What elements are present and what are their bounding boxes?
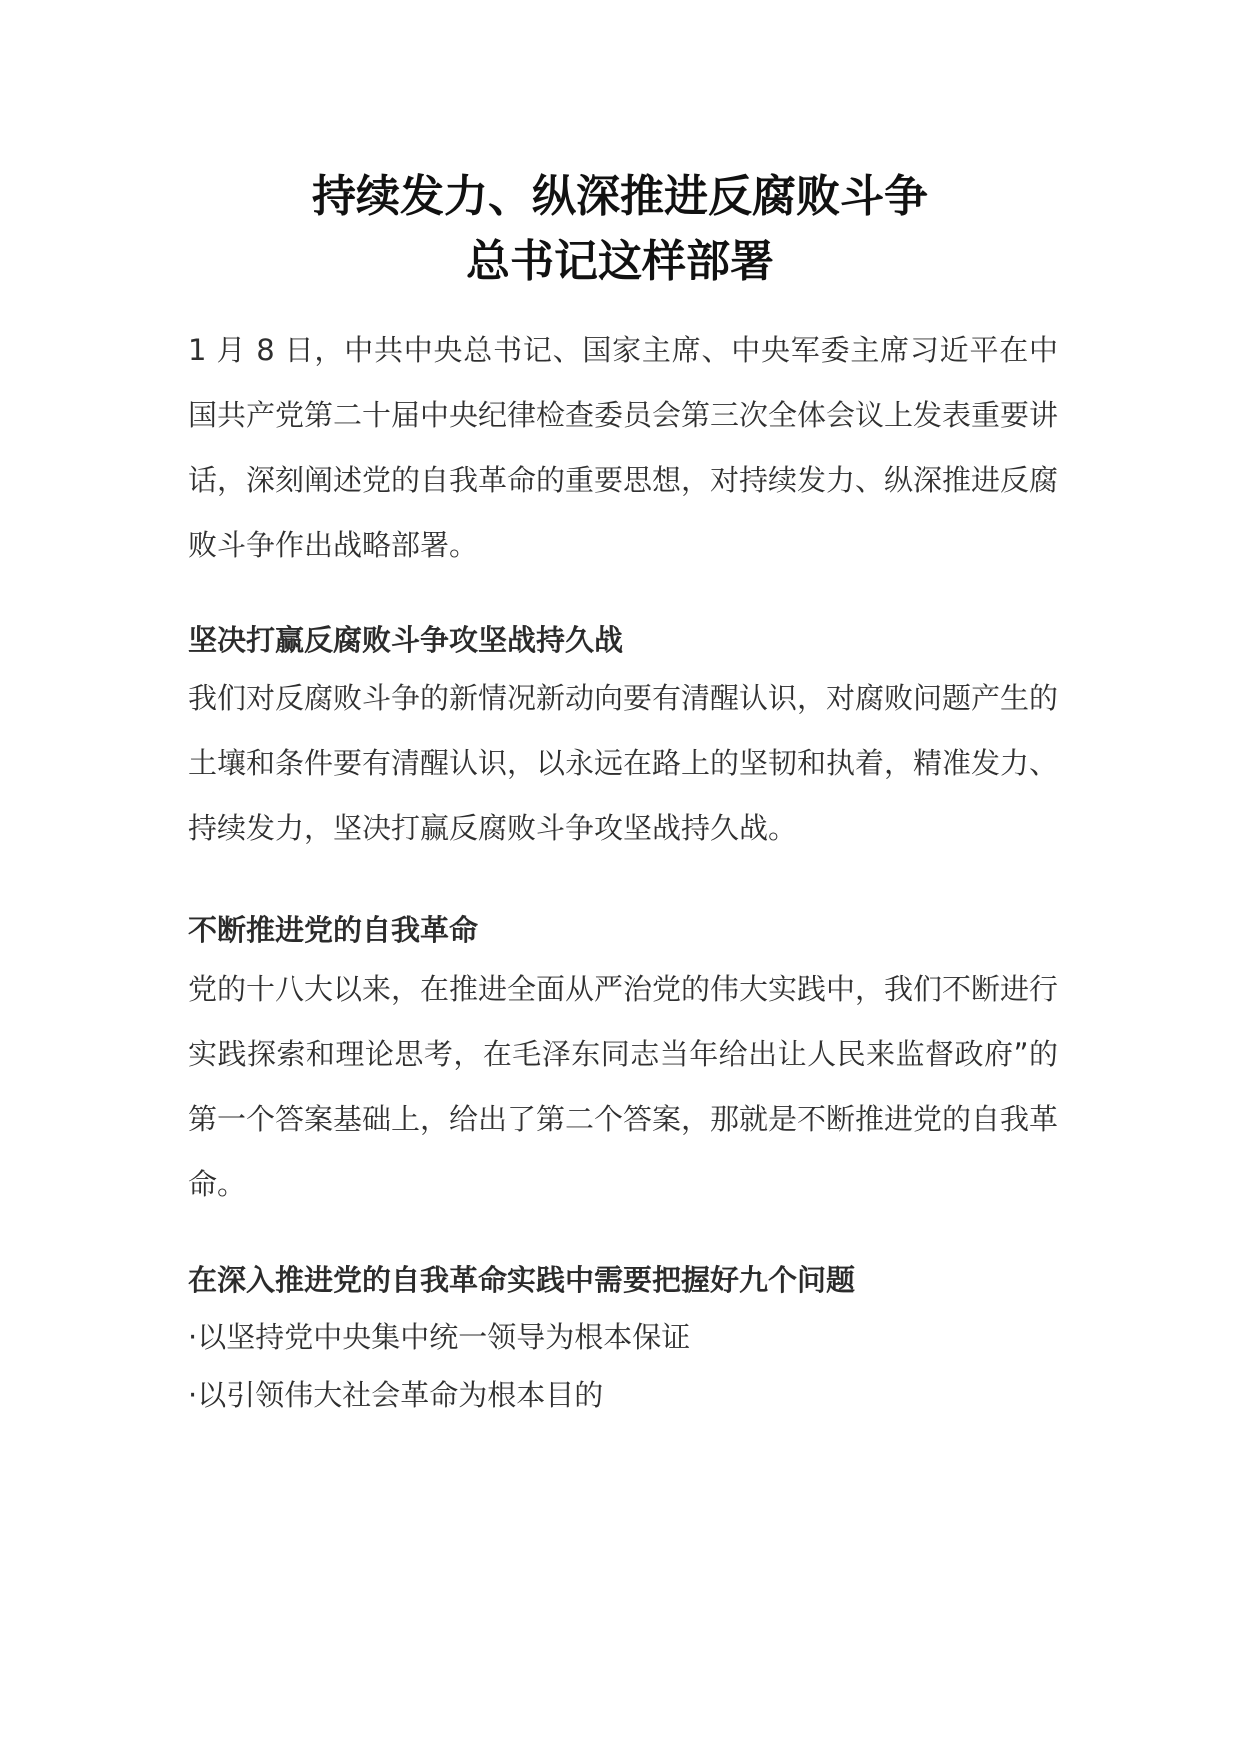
list-item: ·以引领伟大社会革命为根本目的 — [188, 1378, 604, 1412]
document-title-line-2: 总书记这样部署 — [466, 236, 774, 287]
section-heading-2: 不断推进党的自我革命 — [188, 913, 479, 947]
section-body-2: 党的十八大以来，在推进全面从严治党的伟大实践中，我们不断进行实践探索和理论思考，在毛泽东同志当年给出让人民来监督政府”的第一个答案基础上，给出了第二个答案，那就是不断推进党的自我革命。 — [188, 972, 1059, 1201]
section-heading-1: 坚决打赢反腐败斗争攻坚战持久战 — [188, 623, 624, 657]
section-heading-3: 在深入推进党的自我革命实践中需要把握好九个问题 — [188, 1263, 856, 1297]
document-title-line-1: 持续发力、纵深推进反腐败斗争 — [312, 171, 928, 222]
section-body-1: 我们对反腐败斗争的新情况新动向要有清醒认识，对腐败问题产生的土壤和条件要有清醒认识，以永远在路上的坚韧和执着，精准发力、持续发力，坚决打赢反腐败斗争攻坚战持久战。 — [188, 681, 1059, 845]
intro-paragraph: 1 月 8 日，中共中央总书记、国家主席、中央军委主席习近平在中国共产党第二十届中央纪律检查委员会第三次全体会议上发表重要讲话，深刻阐述党的自我革命的重要思想，对持续发力、纵深推进反腐败斗争作出战略部署。 — [188, 333, 1059, 562]
list-item: ·以坚持党中央集中统一领导为根本保证 — [188, 1320, 691, 1354]
